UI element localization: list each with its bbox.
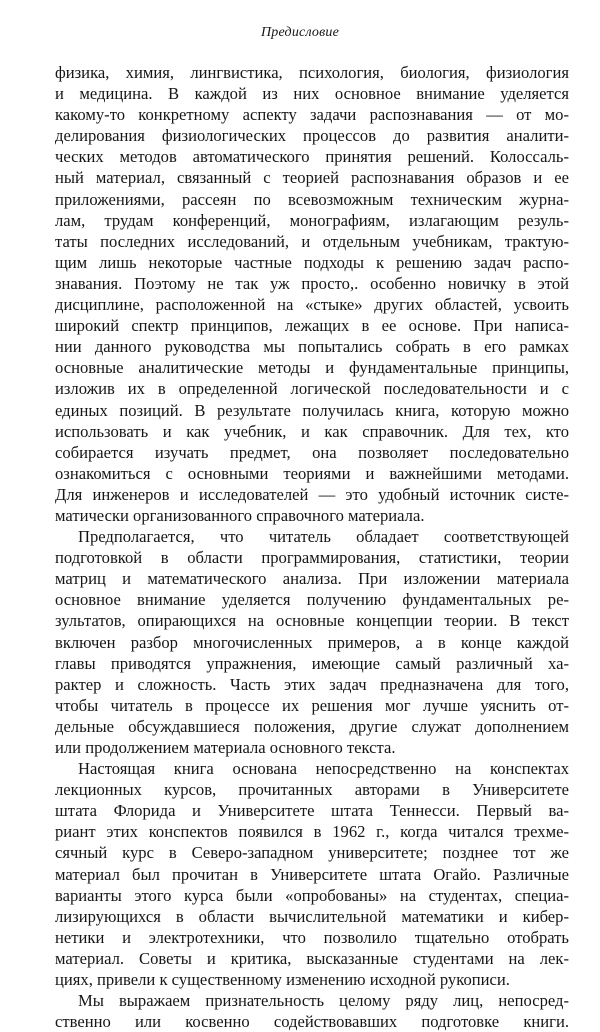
text-line: лизирующихся в области вычислительной математики и кибер- [55,906,569,926]
text-line: основное внимание уделяется получению фундаментальных ре- [55,590,569,610]
text-line: ственно или косвенно содействовавших подготовке книги. [55,1012,569,1032]
text-line: циях, привели к существенному изменению исходной рукописи. [55,970,510,990]
text-line: или продолжением материала основного текста. [55,738,396,757]
text-line: и медицина. В каждой из них основное внимание уделяется [55,84,569,104]
text-line: изложив их в определенной логической последовательности и с [55,379,569,399]
text-line: ознакомиться с основными теориями и важнейшими методами. [55,463,569,483]
text-line: сячный курс в Северо-западном университете; позднее тот же [55,843,569,863]
text-line: широкий спектр принципов, лежащих в ее основе. При написа- [55,316,569,336]
paragraph [55,758,569,990]
text-line: приложениями, рассеян по всевозможным техническим журна- [55,189,569,209]
text-line: рактер и сложность. Часть этих задач предназначена для того, [55,674,569,694]
text-line: дисциплине, расположенной на «стыке» других областей, усвоить [55,295,569,315]
text-line: ный материал, связанный с теорией распознавания образов и ее [55,168,569,188]
text-line: матриц и математического анализа. При изложении материала [55,569,569,589]
paragraph [55,62,569,526]
text-line: нетики и электротехники, что позволило тщательно отобрать [55,927,569,947]
text-line: включен разбор многочисленных примеров, а в конце каждой [55,632,569,652]
text-line: знавания. Поэтому не так уж просто,. особенно новичку в этой [55,273,569,293]
text-line: лекционных курсов, прочитанных авторами в Университете [55,780,569,800]
text-line: ческих методов автоматического принятия решений. Колоссаль- [55,147,569,167]
text-line: дельные обсуждавшиеся положения, другие служат дополнением [55,716,569,736]
text-line: основные аналитические методы и фундаментальные принципы, [55,358,569,378]
text-line: единых позиций. В результате получилась книга, которую можно [55,400,569,420]
text-line: таты последних исследований, и отдельным учебникам, трактую- [55,231,569,251]
text-line: лам, трудам конференций, монографиям, излагающим резуль- [55,210,569,230]
text-line: нии данного руководства мы попытались собрать в его рамках [55,337,569,357]
text-line: матически организованного справочного материала. [55,505,425,525]
text-line: Предполагается, что читатель обладает соответствующей [78,527,569,547]
text-line: главы приводятся упражнения, имеющие самый различный ха- [55,653,569,673]
body-text [55,62,569,1032]
text-line: использовать и как учебник, и как справочник. Для тех, кто [55,421,569,441]
running-head: Предисловие [260,25,340,40]
paragraph [55,526,569,758]
text-line: щим лишь некоторые частные подходы к решению задач распо- [55,252,569,272]
text-line: физика, химия, лингвистика, психология, биология, физиология [55,63,569,82]
text-line: материал был прочитан в Университете штата Огайо. Различные [55,864,569,884]
text-line: чтобы читатель в процессе их решения мог лучше уяснить от- [55,695,569,715]
text-line: риант этих конспектов появился в 1962 г., когда читался трехме- [55,822,569,842]
paragraph [55,990,569,1032]
text-line: зультатов, опирающихся на основные концепции теории. В текст [55,611,569,631]
text-line: Настоящая книга основана непосредственно на конспектах [78,759,569,779]
text-line: штата Флорида и Университете штата Теннесси. Первый ва- [55,801,569,821]
text-line: какому-то конкретному аспекту задачи распознавания — от мо- [55,105,569,125]
text-line: варианты этого курса были «опробованы» на студентах, специа- [55,885,569,905]
text-line: делирования физиологических процессов до развития аналити- [55,126,569,146]
text-line: собирается изучать предмет, она позволяет последовательно [55,442,569,462]
text-line: Для инженеров и исследователей — это удобный источник систе- [55,484,569,504]
text-line: материал. Советы и критика, высказанные студентами на лек- [55,948,569,968]
text-line: Мы выражаем признательность целому ряду лиц, непосред- [78,991,569,1011]
text-line: подготовкой в области программирования, статистики, теории [55,548,569,568]
